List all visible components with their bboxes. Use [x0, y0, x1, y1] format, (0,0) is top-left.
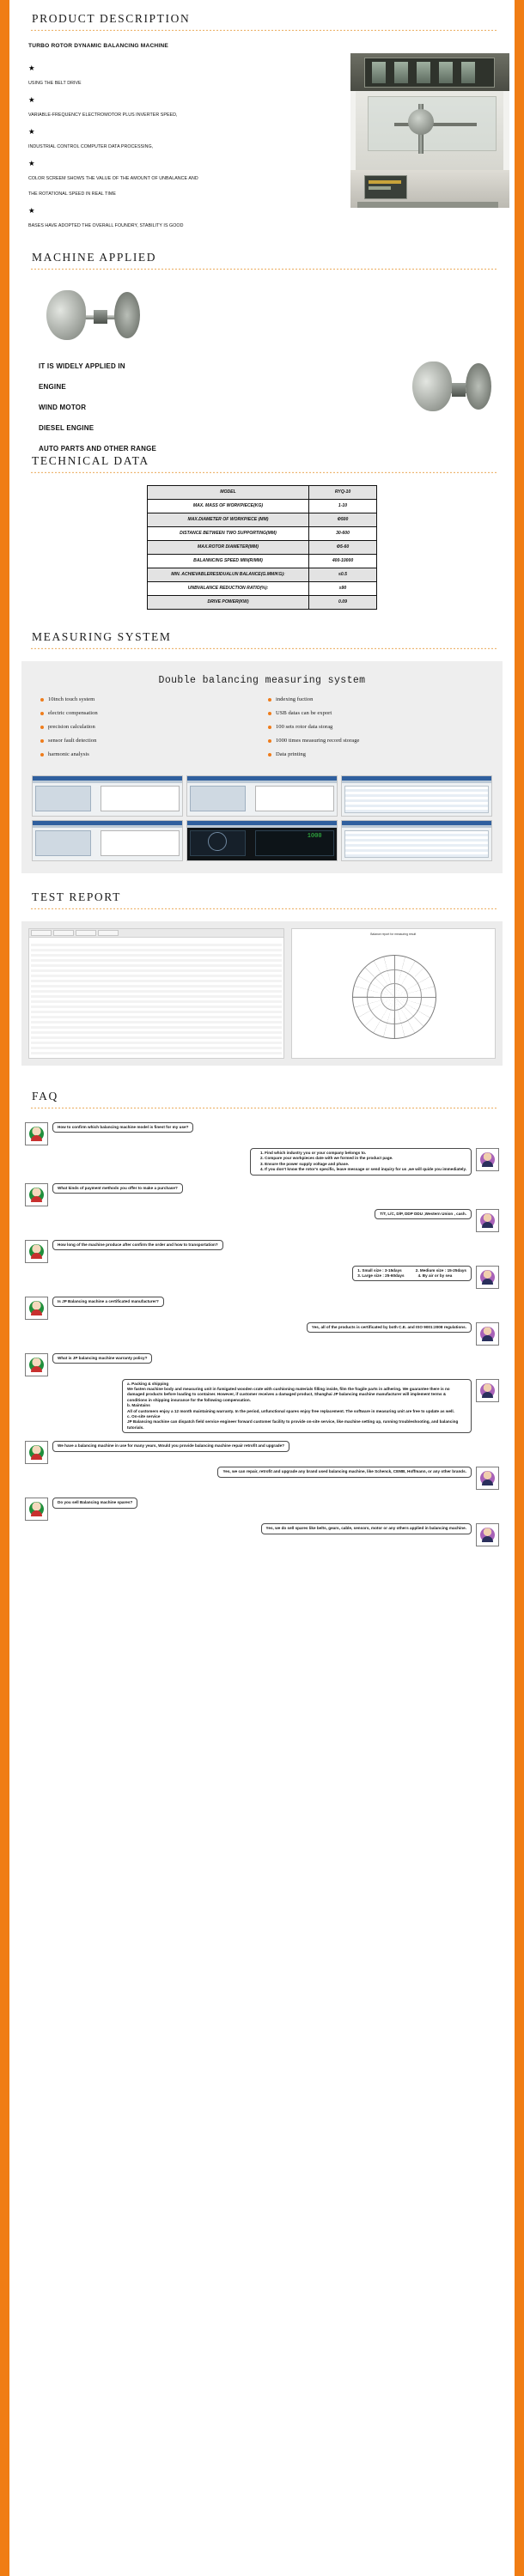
bullet-dot-icon	[268, 726, 271, 729]
faq-item	[25, 1122, 499, 1176]
star-icon: ★	[28, 127, 35, 136]
spec-label: MAX. MASS OF WORKPIECE(KG)	[148, 500, 309, 513]
machine-illustration	[350, 53, 509, 208]
section-product-description	[9, 0, 515, 231]
test-report-header	[32, 878, 515, 908]
turbine-wheel	[466, 363, 491, 410]
section-measuring-system	[9, 618, 515, 873]
answer-step: 3. Ensure the power supply voltage and phase.	[265, 1162, 466, 1167]
agent-avatar-icon	[476, 1379, 499, 1402]
faq-answer	[122, 1379, 472, 1434]
faq-question: What kinds of payment methods you offer to make a purchase?	[52, 1183, 183, 1194]
feature-label: indexing fuction	[276, 696, 314, 702]
question-row	[25, 1240, 499, 1263]
spec-value: 1-10	[309, 500, 377, 513]
list-item	[28, 96, 200, 120]
star-icon: ★	[28, 159, 35, 167]
bullet-dot-icon	[268, 698, 271, 702]
question-row	[25, 1183, 499, 1206]
list-item	[268, 738, 484, 744]
software-screenshot-grid	[21, 765, 503, 861]
list-item	[28, 160, 200, 199]
star-icon: ★	[28, 95, 35, 104]
bullet-dot-icon	[40, 698, 44, 702]
answer-row	[25, 1148, 499, 1176]
answer-paragraph: c. On-site service	[127, 1414, 161, 1419]
list-item	[268, 710, 484, 717]
spec-label: DISTANCE BETWEEN TWO SUPPORTING(MM)	[148, 527, 309, 541]
table-row	[148, 541, 377, 555]
list-item	[40, 738, 256, 744]
compressor-wheel	[46, 290, 86, 340]
section-title: PRODUCT DESCRIPTION	[32, 12, 191, 25]
faq-question: How long of the machine produce after confirm the order and how to transportation?	[52, 1240, 223, 1250]
spec-label: UNBVALANCE REDUCTION RATIO(%):	[148, 582, 309, 596]
faq-question: Do you sell Balancing machine spares?	[52, 1498, 137, 1508]
bullet-dot-icon	[40, 739, 44, 743]
feature-label: Data printing	[276, 751, 306, 757]
answer-paragraph: a. Packing & shipping	[127, 1381, 169, 1386]
panel-title: Double balancing measuring system	[158, 675, 366, 686]
agent-avatar-icon	[476, 1467, 499, 1490]
table-row	[148, 596, 377, 610]
machine-cabinet	[356, 91, 503, 170]
agent-avatar-icon	[476, 1322, 499, 1346]
application-list	[39, 362, 228, 465]
section-title: MACHINE APPLIED	[32, 251, 157, 264]
feature-label: harmonic analysis	[48, 751, 89, 757]
feature-label: 10inch touch system	[48, 696, 95, 702]
table-row	[148, 486, 377, 500]
feature-label: sensor fault detection	[48, 738, 97, 744]
divider-dotted	[30, 908, 497, 909]
customer-avatar-icon	[25, 1353, 48, 1376]
answer-paragraph: JP Balancing machine can dispatch field service engineer forward customer facility to provide on-site service, like machine setting up, running troubleshooting, and balancing tutorials.	[127, 1419, 459, 1430]
list-item	[40, 696, 256, 703]
page-content	[9, 0, 515, 1580]
compressor-wheel	[412, 361, 452, 411]
question-row	[25, 1353, 499, 1376]
star-icon: ★	[28, 206, 35, 215]
divider-dotted	[30, 647, 497, 649]
feature-column-left	[40, 696, 256, 765]
spec-value: 30-600	[309, 527, 377, 541]
polar-diagram	[352, 955, 436, 1039]
spec-label: MAX.DIAMETER OF WORKPIECE (MM)	[148, 513, 309, 527]
feature-columns	[21, 696, 503, 765]
section-title: FAQ	[32, 1090, 58, 1103]
table-row	[148, 568, 377, 582]
feature-text: INDUSTRIAL CONTROL COMPUTER DATA PROCESSING,	[28, 144, 154, 149]
agent-avatar-icon	[476, 1148, 499, 1171]
software-screenshot: 1000	[186, 820, 338, 861]
polar-chart-screenshot	[291, 928, 496, 1059]
spec-label: BALANNCING SPEED MIN(R/MM)	[148, 555, 309, 568]
section-machine-applied	[9, 239, 515, 453]
rotor-bearing	[94, 310, 107, 324]
customer-avatar-icon	[25, 1498, 48, 1521]
section-title: TECHNICAL DATA	[32, 454, 149, 467]
answer-row	[25, 1322, 499, 1346]
rotor-bearing	[452, 383, 466, 397]
answer-row	[25, 1379, 499, 1434]
answer-line	[357, 1273, 466, 1279]
list-item	[28, 128, 200, 152]
faq-answer: Yes, we can repair, retrofit and upgrade any brand used balancing machine, like Schenck, CEMB, Hoffmann, or any other brands.	[217, 1467, 472, 1477]
feature-bullet-list	[28, 64, 200, 231]
answer-cell: 3. Large size : 25-60days	[357, 1273, 405, 1279]
table-row	[148, 513, 377, 527]
list-item	[268, 724, 484, 731]
list-item	[268, 696, 484, 703]
spec-value: ≤0.5	[309, 568, 377, 582]
divider-dotted	[30, 29, 497, 31]
spec-label: MIN. ACHIEVABLERESIDUALUN BALANCE(G.MM/KG):	[148, 568, 309, 582]
faq-item	[25, 1240, 499, 1289]
bullet-dot-icon	[40, 726, 44, 729]
faq-answer	[352, 1266, 472, 1282]
bullet-dot-icon	[40, 753, 44, 756]
spec-label: DRIVE POWER(KW)	[148, 596, 309, 610]
answer-paragraph: We fasten machine body and measuring unit in fumigated wooden crate with cushioning materials filling inside, film the fragile parts in adhering. We guarantee there is no damaged products before loading to container. However, if customer receives a damaged product, Shanghai JP balancing machine manufacturer will implement terms & conditions in shipping insurance for the following compensation.	[127, 1387, 450, 1402]
faq-answer: Yes, we do sell spares like belts, gears, cable, sensors, motor or any others applied in balancing machine.	[261, 1523, 472, 1534]
product-description-body	[9, 43, 515, 231]
spec-value: 0.09	[309, 596, 377, 610]
turbo-rotor-photo-secondary	[403, 355, 497, 428]
table-row	[148, 500, 377, 513]
question-row	[25, 1122, 499, 1145]
software-screenshot	[341, 820, 492, 861]
agent-avatar-icon	[476, 1523, 499, 1546]
spec-label: MAX.ROTOR DIAMETER(MM)	[148, 541, 309, 555]
faq-answer: T/T, L/C, D/P, DDP DDU ,Western Union , cash.	[375, 1209, 472, 1219]
feature-label: USB datas can be export	[276, 710, 332, 716]
answer-row	[25, 1266, 499, 1289]
customer-avatar-icon	[25, 1441, 48, 1464]
section-faq	[9, 1072, 515, 1580]
machine-control-panel	[364, 175, 407, 199]
customer-avatar-icon	[25, 1297, 48, 1320]
faq-answer	[250, 1148, 472, 1176]
table-row	[148, 527, 377, 541]
machine-window	[368, 96, 497, 151]
agent-avatar-icon	[476, 1266, 499, 1289]
bullet-dot-icon	[40, 712, 44, 715]
application-item: WIND MOTOR	[39, 404, 87, 411]
rotor-illustration	[403, 355, 497, 428]
star-icon: ★	[28, 64, 35, 72]
faq-item	[25, 1498, 499, 1546]
list-item	[40, 751, 256, 758]
report-data-grid	[31, 941, 282, 1056]
question-row	[25, 1498, 499, 1521]
turbine-wheel	[114, 292, 140, 338]
spec-value: ≥90	[309, 582, 377, 596]
bullet-dot-icon	[268, 753, 271, 756]
agent-avatar-icon	[476, 1209, 499, 1232]
divider-dotted	[30, 471, 497, 473]
application-item: DIESEL ENGINE	[39, 424, 94, 432]
measuring-system-header	[32, 618, 515, 647]
right-orange-rail	[515, 0, 524, 2576]
faq-question: How to confirm which balancing machine model is finest for my use?	[52, 1122, 193, 1133]
machine-applied-body	[9, 270, 515, 453]
answer-row	[25, 1523, 499, 1546]
machine-top-enclosure	[350, 53, 509, 91]
section-title: MEASURING SYSTEM	[32, 630, 172, 643]
feature-column-right	[268, 696, 484, 765]
feature-label: 1000 times measuring record storage	[276, 738, 360, 744]
feature-text: USING THE BELT DRIVE	[28, 81, 82, 86]
answer-step: 2. Compare your workpieces date with we formed in the product page.	[265, 1156, 466, 1161]
answer-row	[25, 1209, 499, 1232]
list-item	[40, 710, 256, 717]
question-row	[25, 1441, 499, 1464]
answer-row	[25, 1467, 499, 1490]
bullet-dot-icon	[268, 739, 271, 743]
software-screenshot	[32, 820, 183, 861]
report-caption: Balance report for measuring result	[370, 933, 417, 936]
table-row	[148, 582, 377, 596]
faq-item	[25, 1297, 499, 1346]
product-subtitle: TURBO ROTOR DYNAMIC BALANCING MACHINE	[28, 43, 168, 49]
balancing-machine-photo	[350, 53, 509, 208]
answer-cell: 1. Small size : 3-15days	[357, 1267, 402, 1273]
section-test-report	[9, 873, 515, 1072]
faq-item	[25, 1353, 499, 1434]
feature-label: electric compensation	[48, 710, 98, 716]
specification-table	[147, 485, 377, 610]
machine-top-window	[364, 58, 495, 88]
answer-paragraph: b. Maintains	[127, 1403, 150, 1408]
answer-step: 4. If you don’t know the rotor’s specific, leave message or send inquiry for us ,we will quide you immediately.	[265, 1167, 466, 1172]
section-title: TEST REPORT	[32, 890, 121, 903]
software-screenshot	[32, 775, 183, 817]
divider-dotted	[30, 1107, 497, 1109]
faq-item	[25, 1441, 499, 1490]
customer-avatar-icon	[25, 1122, 48, 1145]
list-item	[268, 751, 484, 758]
answer-cell: 2. Medium size : 15-25days	[415, 1267, 466, 1273]
test-report-panel	[21, 921, 503, 1066]
spec-value: Φ5-60	[309, 541, 377, 555]
list-item	[28, 64, 200, 88]
feature-text: BASES HAVE ADOPTED THE OVERALL FOUNDRY, STABILITY IS GOOD	[28, 223, 184, 228]
application-item: ENGINE	[39, 383, 66, 391]
faq-answer: Yes, all of the products is certificated by both C.E. and ISO 9001:2008 regulations.	[307, 1322, 472, 1333]
machine-foot	[357, 202, 498, 208]
spec-value: Φ500	[309, 513, 377, 527]
faq-item	[25, 1183, 499, 1232]
question-row	[25, 1297, 499, 1320]
customer-avatar-icon	[25, 1183, 48, 1206]
application-item: AUTO PARTS AND OTHER RANGE	[39, 445, 157, 453]
turbo-rotor-photo	[35, 285, 147, 349]
machine-base	[350, 170, 509, 208]
feature-text: VARIABLE-FREQUENCY ELECTROMOTOR PLUS INVERTER SPEED,	[28, 112, 178, 118]
faq-question: We have a balancing machine in use for many years, Would you provide balancing machine repair retrofit and upgrade?	[52, 1441, 289, 1451]
spec-label: MODEL	[148, 486, 309, 500]
table-row	[148, 555, 377, 568]
machine-support-arm	[394, 123, 477, 126]
answer-cell: 4. By air or by sea	[417, 1273, 453, 1279]
feature-label: 100 sets rotor data storag	[276, 724, 333, 730]
software-screenshot	[186, 775, 338, 817]
bullet-dot-icon	[268, 712, 271, 715]
machine-applied-header	[32, 239, 515, 268]
machine-rotor	[408, 109, 434, 135]
list-item	[28, 207, 200, 231]
spec-value: 400-10000	[309, 555, 377, 568]
faq-header	[32, 1078, 515, 1107]
list-item	[40, 724, 256, 731]
measurement-data-table-screenshot	[28, 928, 284, 1059]
product-description-header	[32, 0, 515, 29]
answer-step: 1. Find which industry you or your company belongs to.	[265, 1151, 466, 1156]
spec-value: RYQ-10	[309, 486, 377, 500]
rotor-illustration	[35, 285, 147, 349]
faq-question: What is JP balancing machine warranty policy?	[52, 1353, 152, 1364]
customer-avatar-icon	[25, 1240, 48, 1263]
feature-label: precision calculation	[48, 724, 95, 730]
application-intro: IT IS WIDELY APPLIED IN	[39, 362, 125, 370]
feature-text: COLOR SCREEM SHOWS THE VALUE OF THE AMOUNT OF UNBALANCE AND THE ROTATIONAL SPEED IN REAL TIME	[28, 176, 198, 197]
measuring-system-panel	[21, 661, 503, 873]
answer-paragraph: All of customers enjoy a 12 month maintaining warranty. In the period, unfunctional spares enjoy free replacement. The software in measuring unit are free to update as well.	[127, 1408, 454, 1413]
faq-item-list	[25, 1122, 499, 1546]
left-orange-rail	[0, 0, 9, 2576]
report-toolbar	[29, 929, 283, 938]
faq-question: Is JP Balancing machine a certificated manufacturer?	[52, 1297, 164, 1307]
software-screenshot	[341, 775, 492, 817]
